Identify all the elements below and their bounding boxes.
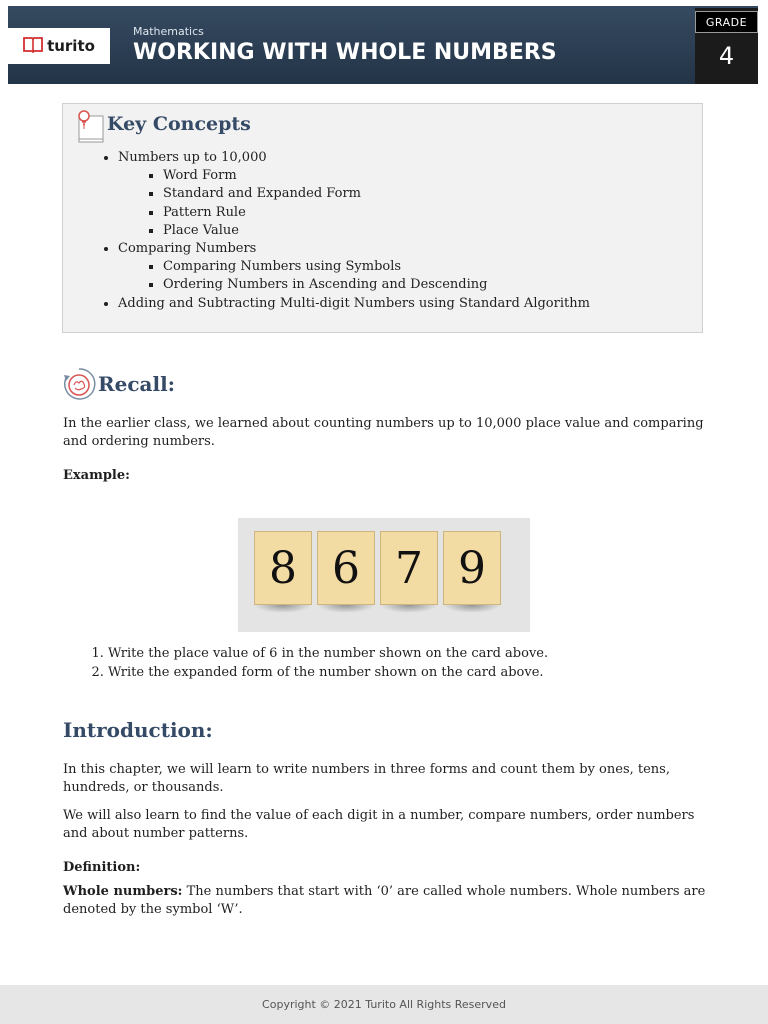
sub-list: [118, 258, 590, 294]
definition-term: Whole numbers:: [63, 884, 183, 899]
digit-card: 7: [380, 531, 438, 605]
card-shadow: [443, 605, 501, 613]
intro-paragraph-2: We will also learn to find the value of each digit in a number, compare numbers, order numbers and about number patterns.: [63, 808, 695, 841]
list-item: ▪ Pattern Rule: [163, 204, 590, 222]
list-item: ▪ Ordering Numbers in Ascending and Descending: [163, 276, 590, 294]
list-item: [118, 295, 590, 313]
definition-body: The numbers that start with ‘0’ are called whole numbers. Whole numbers are denoted by the symbol ‘W’.: [63, 884, 706, 917]
list-item: ▪ Standard and Expanded Form: [163, 185, 590, 203]
digit-card: 6: [317, 531, 375, 605]
intro-paragraph-1: In this chapter, we will learn to write numbers in three forms and count them by ones, tens, hundreds, or thousands.: [63, 762, 670, 795]
key-concepts-title: Key Concepts: [107, 113, 251, 135]
lightbulb-book-icon: [75, 109, 105, 149]
list-item: ▪ Place Value: [163, 222, 590, 240]
turito-logo[interactable]: [8, 28, 110, 64]
page-title: WORKING WITH WHOLE NUMBERS: [133, 40, 557, 65]
definition-label: Definition:: [63, 860, 141, 875]
list-item-label: Adding and Subtracting Multi-digit Numbers using Standard Algorithm: [118, 295, 590, 311]
subject-label: Mathematics: [133, 25, 204, 38]
recall-heading: Recall:: [98, 372, 176, 396]
recall-questions: [86, 644, 548, 682]
definition-text: [63, 883, 708, 919]
grade-badge: [695, 8, 758, 84]
list-item-label: Comparing Numbers: [118, 241, 257, 257]
number-cards-panel: [238, 518, 530, 632]
sub-list: [118, 167, 590, 240]
example-label: Example:: [63, 468, 130, 483]
brain-cycle-icon: [62, 366, 96, 408]
list-item: [118, 240, 590, 295]
key-concepts-list: [93, 149, 590, 313]
recall-text: In the earlier class, we learned about counting numbers up to 10,000 place value and comparing and ordering numbers.: [63, 416, 704, 449]
copyright-text: Copyright © 2021 Turito All Rights Reserved: [262, 998, 506, 1011]
list-item-label: Numbers up to 10,000: [118, 150, 267, 165]
card-shadow: [317, 605, 375, 613]
list-item: [118, 149, 590, 240]
grade-label: GRADE: [695, 11, 758, 33]
digit-card: 9: [443, 531, 501, 605]
key-concepts-box: [62, 103, 703, 333]
grade-number: 4: [718, 42, 735, 70]
question-item: 2. Write the expanded form of the number shown on the card above.: [108, 663, 548, 682]
question-item: 1. Write the place value of 6 in the number shown on the card above.: [108, 644, 548, 663]
introduction-heading: Introduction:: [63, 718, 213, 742]
card-shadow: [380, 605, 438, 613]
digit-card: 8: [254, 531, 312, 605]
page-header: [8, 6, 758, 84]
logo-text: turito: [47, 37, 95, 55]
page-footer: [0, 985, 768, 1024]
list-item: ▪ Word Form: [163, 167, 590, 185]
open-book-icon: [23, 36, 43, 57]
card-shadow: [254, 605, 312, 613]
list-item: ▪ Comparing Numbers using Symbols: [163, 258, 590, 276]
